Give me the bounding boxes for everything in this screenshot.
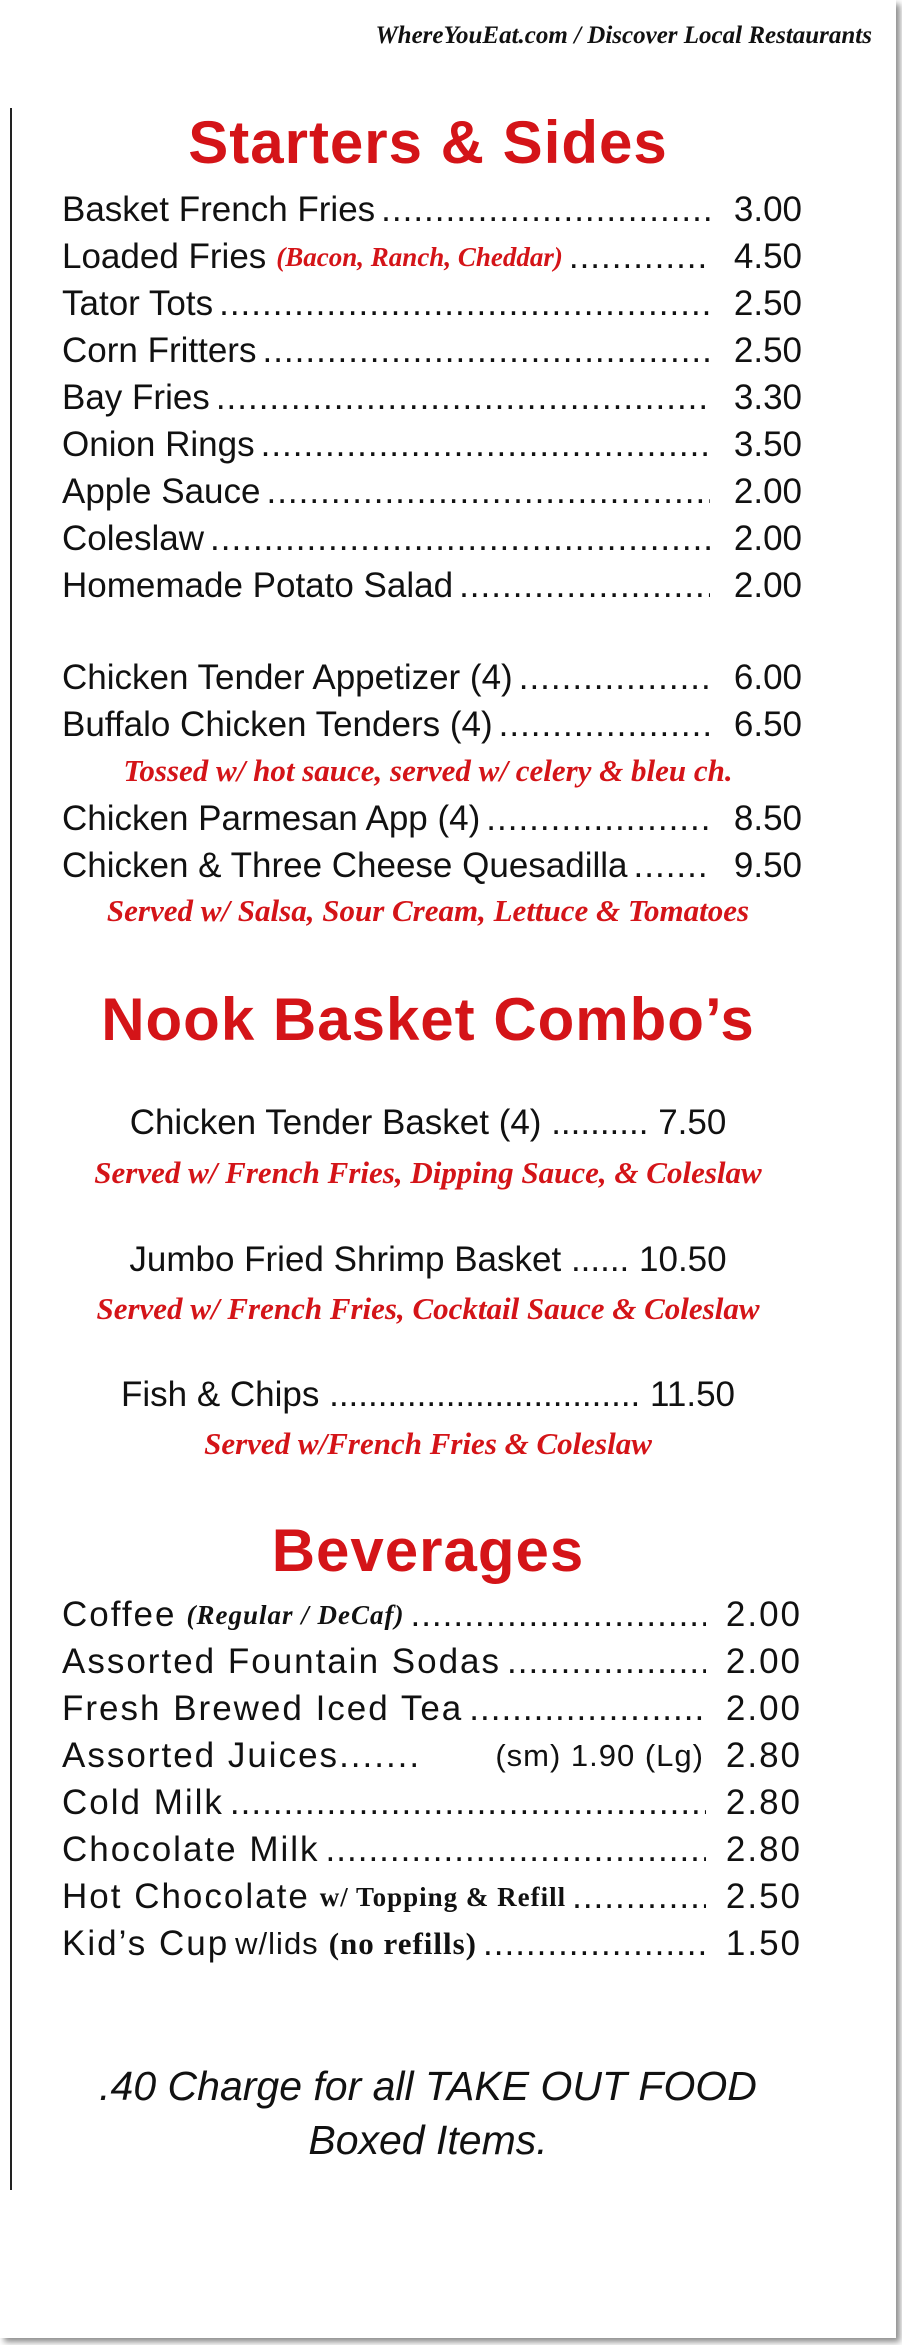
item-price: 2.50 — [725, 1877, 802, 1916]
beverage-item — [62, 1922, 802, 1966]
item-name: Basket French Fries — [62, 190, 376, 229]
item-price: 3.00 — [733, 190, 802, 229]
leader-dots — [486, 797, 710, 841]
item-name: Bay Fries — [62, 378, 210, 417]
leader-dots — [634, 844, 710, 888]
leader-dots — [572, 1875, 706, 1919]
item-name: Apple Sauce — [62, 472, 261, 511]
beverage-item — [62, 1734, 802, 1778]
item-name: Coleslaw — [62, 519, 204, 558]
menu-item — [62, 423, 802, 467]
item-name: Buffalo Chicken Tenders (4) — [62, 705, 493, 744]
leader-dots — [219, 282, 710, 326]
combo-item — [0, 1240, 856, 1280]
beverage-item — [62, 1781, 802, 1825]
menu-item — [62, 656, 802, 700]
item-name: Onion Rings — [62, 425, 255, 464]
combo-description: Served w/ French Fries, Dipping Sauce, & Coleslaw — [94, 1155, 762, 1190]
item-name: Cold Milk — [62, 1783, 224, 1822]
combo-name: Fish & Chips — [120, 1375, 320, 1414]
beverage-item — [62, 1828, 802, 1872]
item-price: 4.50 — [733, 237, 802, 276]
item-price: 2.80 — [725, 1830, 802, 1869]
item-description: Served w/ Salsa, Sour Cream, Lettuce & Tomatoes — [106, 893, 750, 928]
leader-dots — [483, 1922, 706, 1966]
menu-item — [62, 517, 802, 561]
combo-description: Served w/ French Fries, Cocktail Sauce & Coleslaw — [96, 1291, 760, 1326]
leader-dots — [507, 1640, 706, 1684]
item-name: Hot Chocolate — [62, 1877, 310, 1916]
combo-price: 10.50 — [639, 1240, 727, 1279]
leader-dots — [469, 1687, 706, 1731]
beverages-heading: Beverages — [271, 1517, 585, 1584]
leader-dots — [381, 188, 710, 232]
item-price: 2.80 — [725, 1736, 802, 1775]
leader-dots — [210, 517, 710, 561]
site-header[interactable]: WhereYouEat.com / Discover Local Restaurants — [375, 22, 872, 49]
menu-item — [62, 282, 802, 326]
item-price: 2.00 — [733, 519, 802, 558]
combo-description: Served w/French Fries & Coleslaw — [204, 1426, 652, 1461]
leader-dots — [326, 1828, 706, 1872]
menu-item — [62, 797, 802, 841]
item-name: Loaded Fries — [62, 237, 267, 276]
beverage-item — [62, 1640, 802, 1684]
menu-item — [62, 564, 802, 608]
combo-item — [0, 1103, 856, 1143]
combo-price: 7.50 — [658, 1103, 727, 1142]
item-name: Chicken & Three Cheese Quesadilla — [62, 846, 628, 885]
leader-dots: ...... — [570, 1240, 630, 1279]
item-price: 1.50 — [725, 1924, 802, 1963]
item-price: 2.00 — [733, 472, 802, 511]
menu-item — [62, 703, 802, 747]
leader-dots: ....... — [339, 1736, 422, 1775]
item-name: Homemade Potato Salad — [62, 566, 454, 605]
item-price: 2.50 — [733, 284, 802, 323]
item-price: 8.50 — [733, 799, 802, 838]
item-name: Chicken Tender Appetizer (4) — [62, 658, 513, 697]
item-qualifier: (no refills) — [328, 1926, 478, 1961]
item-price: 3.50 — [733, 425, 802, 464]
leader-dots: ................................ — [329, 1375, 641, 1414]
leader-dots — [262, 329, 710, 373]
beverage-item — [62, 1875, 802, 1919]
item-extra: w/lids — [235, 1926, 319, 1961]
menu-item — [62, 376, 802, 420]
item-name: Assorted Juices — [62, 1736, 340, 1775]
item-note: (Bacon, Ranch, Cheddar) — [276, 242, 563, 272]
item-price: 2.00 — [725, 1642, 802, 1681]
item-description: Tossed w/ hot sauce, served w/ celery & bleu ch. — [123, 753, 733, 788]
takeout-notice-line1: .40 Charge for all TAKE OUT FOOD — [99, 2063, 757, 2109]
leader-dots — [261, 423, 710, 467]
item-name: Chocolate Milk — [62, 1830, 320, 1869]
left-border-line — [10, 108, 12, 2190]
beverage-item — [62, 1687, 802, 1731]
leader-dots — [499, 703, 710, 747]
item-price: 2.80 — [725, 1783, 802, 1822]
leader-dots — [569, 235, 710, 279]
item-price: 2.00 — [725, 1689, 802, 1728]
leader-dots — [459, 564, 710, 608]
item-price: 9.50 — [733, 846, 802, 885]
item-name: Assorted Fountain Sodas — [62, 1642, 502, 1681]
item-name: Fresh Brewed Iced Tea — [62, 1689, 464, 1728]
menu-item — [62, 470, 802, 514]
item-price: 2.50 — [733, 331, 802, 370]
starters-heading: Starters & Sides — [188, 109, 668, 176]
item-name: Coffee — [62, 1595, 177, 1634]
combo-item — [0, 1375, 856, 1415]
item-size-prices: (sm) 1.90 (Lg) — [495, 1738, 704, 1773]
combo-price: 11.50 — [650, 1375, 736, 1414]
combo-name: Jumbo Fried Shrimp Basket — [129, 1240, 562, 1279]
item-price: 3.30 — [733, 378, 802, 417]
leader-dots — [410, 1593, 706, 1637]
item-price: 2.00 — [725, 1595, 802, 1634]
takeout-notice — [0, 2059, 856, 2167]
item-name: Corn Fritters — [62, 331, 257, 370]
item-qualifier: w/ Topping & Refill — [319, 1882, 567, 1912]
beverage-item — [62, 1593, 802, 1637]
leader-dots — [230, 1781, 706, 1825]
menu-item — [62, 188, 802, 232]
item-price: 6.50 — [733, 705, 802, 744]
leader-dots — [519, 656, 710, 700]
leader-dots — [216, 376, 710, 420]
menu-item — [62, 235, 802, 279]
item-name: Kid’s Cup — [62, 1924, 230, 1963]
item-name: Chicken Parmesan App (4) — [62, 799, 481, 838]
combo-name: Chicken Tender Basket (4) — [129, 1103, 542, 1142]
item-price: 6.00 — [733, 658, 802, 697]
item-qualifier: (Regular / DeCaf) — [186, 1600, 405, 1630]
menu-item — [62, 844, 802, 888]
menu-item — [62, 329, 802, 373]
item-price: 2.00 — [733, 566, 802, 605]
combos-heading: Nook Basket Combo’s — [101, 986, 755, 1053]
item-name: Tator Tots — [62, 284, 214, 323]
leader-dots: .......... — [551, 1103, 649, 1142]
leader-dots — [266, 470, 710, 514]
takeout-notice-line2: Boxed Items. — [308, 2117, 548, 2163]
